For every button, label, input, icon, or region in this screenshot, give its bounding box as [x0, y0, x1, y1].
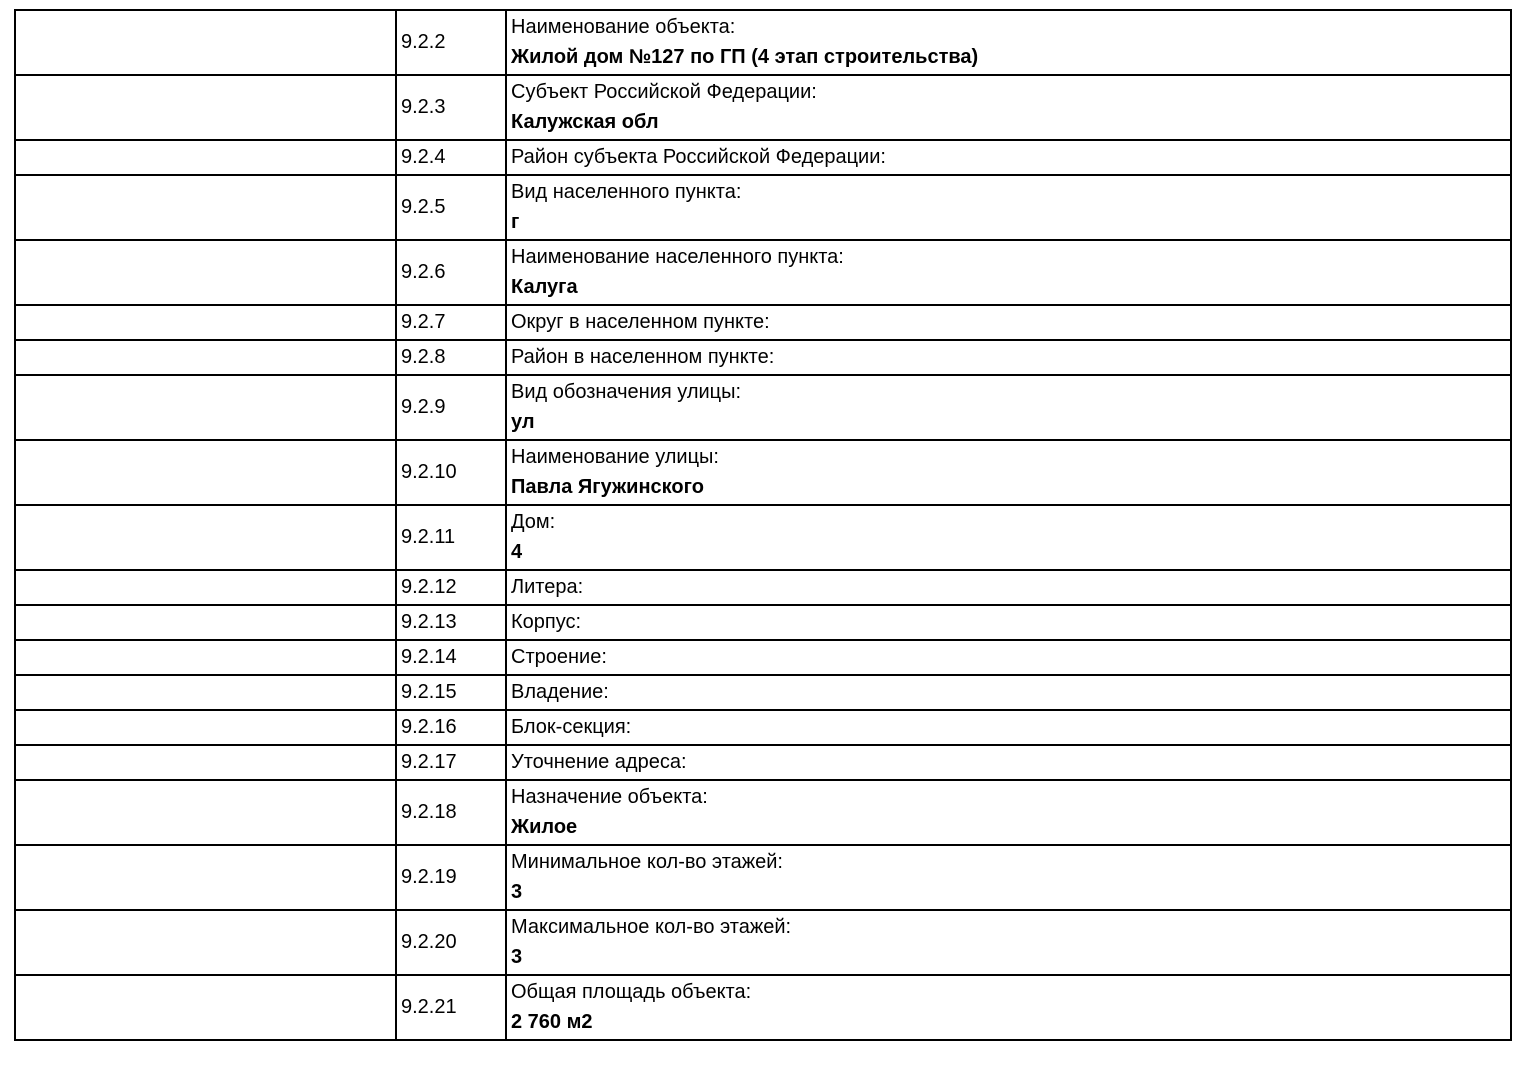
item-content-cell: [506, 910, 1511, 975]
field-value: Калужская обл: [511, 111, 659, 133]
item-content-cell: [506, 710, 1511, 745]
item-number: 9.2.2: [396, 10, 506, 75]
empty-cell: [15, 305, 396, 340]
empty-cell: [15, 710, 396, 745]
field-label: Наименование населенного пункта:: [511, 246, 844, 268]
table-row-9-2-19: [15, 845, 1511, 910]
item-content-cell: [506, 640, 1511, 675]
field-value: 2 760 м2: [511, 1011, 593, 1033]
field-label: Строение:: [511, 646, 607, 668]
empty-cell: [15, 745, 396, 780]
table-row-9-2-21: [15, 975, 1511, 1040]
field-label: Вид населенного пункта:: [511, 181, 742, 203]
item-content-cell: [506, 75, 1511, 140]
empty-cell: [15, 605, 396, 640]
empty-cell: [15, 440, 396, 505]
item-content-cell: [506, 745, 1511, 780]
field-label: Общая площадь объекта:: [511, 981, 752, 1003]
table-row-9-2-14: [15, 640, 1511, 675]
field-label: Район субъекта Российской Федерации:: [511, 146, 886, 168]
field-label: Субъект Российской Федерации:: [511, 81, 817, 103]
empty-cell: [15, 375, 396, 440]
item-number: 9.2.9: [396, 375, 506, 440]
item-content-cell: [506, 175, 1511, 240]
item-content-cell: [506, 240, 1511, 305]
field-label: Наименование объекта:: [511, 16, 736, 38]
table-row-9-2-6: [15, 240, 1511, 305]
object-address-table-body: [15, 10, 1511, 1040]
table-row-9-2-20: [15, 910, 1511, 975]
item-number: 9.2.12: [396, 570, 506, 605]
item-number: 9.2.18: [396, 780, 506, 845]
item-content-cell: [506, 440, 1511, 505]
item-number: 9.2.4: [396, 140, 506, 175]
item-number: 9.2.5: [396, 175, 506, 240]
item-number: 9.2.16: [396, 710, 506, 745]
field-value: г: [511, 211, 520, 233]
item-number: 9.2.15: [396, 675, 506, 710]
empty-cell: [15, 75, 396, 140]
item-number: 9.2.17: [396, 745, 506, 780]
item-number: 9.2.10: [396, 440, 506, 505]
item-number: 9.2.19: [396, 845, 506, 910]
field-label: Литера:: [511, 576, 584, 598]
item-content-cell: [506, 340, 1511, 375]
item-number: 9.2.13: [396, 605, 506, 640]
field-value: 4: [511, 541, 523, 563]
table-row-9-2-10: [15, 440, 1511, 505]
table-row-9-2-4: [15, 140, 1511, 175]
table-row-9-2-7: [15, 305, 1511, 340]
table-row-9-2-12: [15, 570, 1511, 605]
table-row-9-2-3: [15, 75, 1511, 140]
empty-cell: [15, 910, 396, 975]
item-content-cell: [506, 675, 1511, 710]
object-address-table: [14, 9, 1512, 1041]
item-number: 9.2.3: [396, 75, 506, 140]
item-number: 9.2.20: [396, 910, 506, 975]
empty-cell: [15, 640, 396, 675]
empty-cell: [15, 570, 396, 605]
empty-cell: [15, 240, 396, 305]
item-content-cell: [506, 780, 1511, 845]
field-value: Жилой дом №127 по ГП (4 этап строительства): [511, 46, 979, 68]
field-value: ул: [511, 411, 535, 433]
item-content-cell: [506, 605, 1511, 640]
field-label: Назначение объекта:: [511, 786, 708, 808]
field-label: Максимальное кол-во этажей:: [511, 916, 792, 938]
empty-cell: [15, 675, 396, 710]
table-row-9-2-9: [15, 375, 1511, 440]
field-label: Дом:: [511, 511, 556, 533]
table-row-9-2-8: [15, 340, 1511, 375]
field-value: Павла Ягужинского: [511, 476, 704, 498]
item-number: 9.2.7: [396, 305, 506, 340]
table-row-9-2-13: [15, 605, 1511, 640]
empty-cell: [15, 10, 396, 75]
field-label: Минимальное кол-во этажей:: [511, 851, 783, 873]
item-number: 9.2.8: [396, 340, 506, 375]
item-number: 9.2.11: [396, 505, 506, 570]
table-row-9-2-2: [15, 10, 1511, 75]
table-row-9-2-11: [15, 505, 1511, 570]
item-content-cell: [506, 140, 1511, 175]
empty-cell: [15, 505, 396, 570]
empty-cell: [15, 975, 396, 1040]
field-label: Наименование улицы:: [511, 446, 719, 468]
field-value: Жилое: [511, 816, 578, 838]
table-row-9-2-5: [15, 175, 1511, 240]
field-label: Блок-секция:: [511, 716, 632, 738]
item-content-cell: [506, 305, 1511, 340]
field-label: Вид обозначения улицы:: [511, 381, 742, 403]
field-label: Владение:: [511, 681, 609, 703]
item-content-cell: [506, 570, 1511, 605]
item-content-cell: [506, 375, 1511, 440]
field-value: 3: [511, 946, 523, 968]
item-number: 9.2.6: [396, 240, 506, 305]
empty-cell: [15, 140, 396, 175]
table-row-9-2-15: [15, 675, 1511, 710]
empty-cell: [15, 780, 396, 845]
item-number: 9.2.14: [396, 640, 506, 675]
table-row-9-2-16: [15, 710, 1511, 745]
table-row-9-2-17: [15, 745, 1511, 780]
field-label: Округ в населенном пункте:: [511, 311, 770, 333]
item-content-cell: [506, 845, 1511, 910]
table-row-9-2-18: [15, 780, 1511, 845]
field-value: 3: [511, 881, 523, 903]
item-content-cell: [506, 975, 1511, 1040]
item-content-cell: [506, 10, 1511, 75]
field-value: Калуга: [511, 276, 578, 298]
item-number: 9.2.21: [396, 975, 506, 1040]
field-label: Район в населенном пункте:: [511, 346, 775, 368]
item-content-cell: [506, 505, 1511, 570]
empty-cell: [15, 175, 396, 240]
field-label: Корпус:: [511, 611, 582, 633]
empty-cell: [15, 340, 396, 375]
field-label: Уточнение адреса:: [511, 751, 687, 773]
empty-cell: [15, 845, 396, 910]
